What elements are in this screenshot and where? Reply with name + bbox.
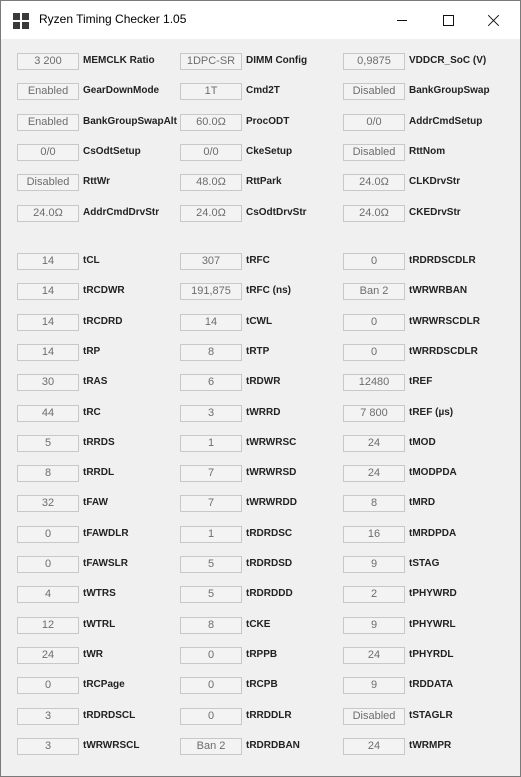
timing-value-field[interactable]: 0/0 <box>343 114 405 131</box>
timing-value-field[interactable]: 0 <box>17 526 79 543</box>
timing-value-field[interactable]: 7 800 <box>343 405 405 422</box>
timing-value-field[interactable]: 6 <box>180 374 242 391</box>
timing-value-field[interactable]: Ban 2 <box>180 738 242 755</box>
timing-value-field[interactable]: Disabled <box>343 708 405 725</box>
timing-label: RttWr <box>83 176 111 187</box>
config-row <box>7 142 514 164</box>
config-row <box>7 81 514 103</box>
timing-label: MEMCLK Ratio <box>83 55 155 66</box>
timing-value-field[interactable]: 1T <box>180 83 242 100</box>
timing-value-field[interactable]: 9 <box>343 556 405 573</box>
timing-label: tRPPB <box>246 649 278 660</box>
timing-label: tRRDS <box>83 437 115 448</box>
timing-row <box>7 736 514 758</box>
timing-label: tPHYWRL <box>409 619 456 630</box>
timing-label: VDDCR_SoC (V) <box>409 55 487 66</box>
timing-row <box>7 584 514 606</box>
app-grid-icon <box>13 13 29 29</box>
timing-label: RttNom <box>409 146 446 157</box>
timing-label: tPHYWRD <box>409 588 457 599</box>
timing-label: tMOD <box>409 437 436 448</box>
timing-label: tWRRDSCDLR <box>409 346 478 357</box>
timing-label: tWTRL <box>83 619 116 630</box>
timing-label: tWRWRSC <box>246 437 297 448</box>
timing-value-field[interactable]: 0 <box>180 677 242 694</box>
timing-value-field[interactable]: 14 <box>17 253 79 270</box>
timings-panel <box>7 39 514 770</box>
timing-value-field[interactable]: 0 <box>17 677 79 694</box>
timing-label: BankGroupSwapAlt <box>83 116 177 127</box>
timing-value-field[interactable]: 3 <box>180 405 242 422</box>
timing-row <box>7 312 514 334</box>
timing-value-field[interactable]: 191,875 <box>180 283 242 300</box>
timing-value-field[interactable]: 0 <box>343 253 405 270</box>
config-row <box>7 112 514 134</box>
timing-row <box>7 554 514 576</box>
timing-label: tFAW <box>83 497 108 508</box>
timing-value-field[interactable]: 307 <box>180 253 242 270</box>
timing-value-field[interactable]: 60.0Ω <box>180 114 242 131</box>
timing-value-field[interactable]: Ban 2 <box>343 283 405 300</box>
timing-label: BankGroupSwap <box>409 85 490 96</box>
timing-value-field[interactable]: 24 <box>343 647 405 664</box>
timing-row <box>7 706 514 728</box>
timing-value-field[interactable]: 1DPC-SR <box>180 53 242 70</box>
timing-label: tWR <box>83 649 103 660</box>
timing-label: tSTAGLR <box>409 710 453 721</box>
maximize-icon <box>443 15 454 26</box>
timing-label: CKEDrvStr <box>409 207 461 218</box>
timing-value-field[interactable]: 0 <box>180 708 242 725</box>
timing-value-field[interactable]: 3 200 <box>17 53 79 70</box>
config-row <box>7 51 514 73</box>
timing-label: tRDRDSD <box>246 558 293 569</box>
timing-value-field[interactable]: 0 <box>343 314 405 331</box>
timing-label: tWRWRBAN <box>409 285 468 296</box>
timing-label: GearDownMode <box>83 85 160 96</box>
timing-value-field[interactable]: 32 <box>17 495 79 512</box>
timing-label: DIMM Config <box>246 55 308 66</box>
timing-value-field[interactable]: 24 <box>343 435 405 452</box>
timing-value-field[interactable]: 12 <box>17 617 79 634</box>
timing-row <box>7 342 514 364</box>
timing-value-field[interactable]: 4 <box>17 586 79 603</box>
timing-label: CkeSetup <box>246 146 293 157</box>
timing-value-field[interactable]: 9 <box>343 617 405 634</box>
timing-label: tRDRDDD <box>246 588 293 599</box>
maximize-button[interactable] <box>425 1 471 39</box>
timing-label: tPHYRDL <box>409 649 454 660</box>
timing-label: AddrCmdDrvStr <box>83 207 160 218</box>
timing-value-field[interactable]: 7 <box>180 495 242 512</box>
timing-value-field[interactable]: 16 <box>343 526 405 543</box>
timing-label: tRRDL <box>83 467 115 478</box>
timing-label: CsOdtSetup <box>83 146 141 157</box>
timing-value-field[interactable]: 14 <box>180 314 242 331</box>
timing-value-field[interactable]: 44 <box>17 405 79 422</box>
timing-label: tWRRD <box>246 407 281 418</box>
timing-value-field[interactable]: 24 <box>17 647 79 664</box>
timing-value-field[interactable]: 30 <box>17 374 79 391</box>
timing-row <box>7 372 514 394</box>
minimize-icon <box>397 20 407 21</box>
timing-value-field[interactable]: 24.0Ω <box>343 174 405 191</box>
timing-value-field[interactable]: 8 <box>17 465 79 482</box>
timing-label: AddrCmdSetup <box>409 116 483 127</box>
timing-label: CsOdtDrvStr <box>246 207 307 218</box>
timing-value-field[interactable]: Enabled <box>17 114 79 131</box>
timing-label: tCL <box>83 255 100 266</box>
timing-value-field[interactable]: 8 <box>180 617 242 634</box>
timing-label: tRP <box>83 346 101 357</box>
config-row <box>7 203 514 225</box>
timing-value-field[interactable]: 5 <box>17 435 79 452</box>
timing-value-field[interactable]: 14 <box>17 314 79 331</box>
timing-value-field[interactable]: 1 <box>180 435 242 452</box>
timing-label: ProcODT <box>246 116 290 127</box>
timing-value-field[interactable]: 0/0 <box>180 144 242 161</box>
timing-value-field[interactable]: 12480 <box>343 374 405 391</box>
timing-value-field[interactable]: 8 <box>180 344 242 361</box>
timing-row <box>7 463 514 485</box>
config-row <box>7 172 514 194</box>
timing-value-field[interactable]: 7 <box>180 465 242 482</box>
timing-label: tWRMPR <box>409 740 452 751</box>
timing-value-field[interactable]: 0 <box>180 647 242 664</box>
timing-label: tWTRS <box>83 588 116 599</box>
timing-label: tRFC (ns) <box>246 285 291 296</box>
timing-label: tREF (µs) <box>409 407 454 418</box>
timing-value-field[interactable]: 14 <box>17 344 79 361</box>
timing-label: tCKE <box>246 619 271 630</box>
timing-label: tRDDATA <box>409 679 454 690</box>
timing-value-field[interactable]: Disabled <box>343 144 405 161</box>
timing-label: CLKDrvStr <box>409 176 461 187</box>
timing-label: tRAS <box>83 376 108 387</box>
timing-value-field[interactable]: 5 <box>180 556 242 573</box>
timing-label: tRDRDSCDLR <box>409 255 476 266</box>
timing-row <box>7 493 514 515</box>
timing-label: tWRWRSCL <box>83 740 140 751</box>
timing-value-field[interactable]: Disabled <box>17 174 79 191</box>
timing-value-field[interactable]: 0 <box>17 556 79 573</box>
timing-value-field[interactable]: 5 <box>180 586 242 603</box>
timing-value-field[interactable]: 48.0Ω <box>180 174 242 191</box>
minimize-button[interactable] <box>379 1 425 39</box>
timing-value-field[interactable]: 24 <box>343 465 405 482</box>
timing-value-field[interactable]: Disabled <box>343 83 405 100</box>
timing-row <box>7 251 514 273</box>
timing-label: tRCPage <box>83 679 125 690</box>
timing-label: tMODPDA <box>409 467 457 478</box>
timing-label: tRCDWR <box>83 285 125 296</box>
timing-value-field[interactable]: 8 <box>343 495 405 512</box>
timing-label: tRCDRD <box>83 316 123 327</box>
timing-value-field[interactable]: 1 <box>180 526 242 543</box>
timing-value-field[interactable]: 24.0Ω <box>343 205 405 222</box>
timing-row <box>7 675 514 697</box>
timing-label: tSTAG <box>409 558 440 569</box>
timing-label: tRDWR <box>246 376 281 387</box>
timing-value-field[interactable]: 3 <box>17 738 79 755</box>
timing-label: tFAWDLR <box>83 528 129 539</box>
timing-label: Cmd2T <box>246 85 280 96</box>
timing-label: tRTP <box>246 346 270 357</box>
close-button[interactable] <box>471 1 517 39</box>
timing-label: tMRDPDA <box>409 528 457 539</box>
timing-value-field[interactable]: 14 <box>17 283 79 300</box>
timing-value-field[interactable]: 0/0 <box>17 144 79 161</box>
timing-value-field[interactable]: 0 <box>343 344 405 361</box>
timing-label: RttPark <box>246 176 282 187</box>
window-title: Ryzen Timing Checker 1.05 <box>39 12 187 26</box>
title-bar[interactable] <box>1 1 520 39</box>
timing-label: tRC <box>83 407 101 418</box>
timing-label: tREF <box>409 376 433 387</box>
timing-value-field[interactable]: 24 <box>343 738 405 755</box>
close-icon <box>488 14 500 26</box>
timing-row <box>7 281 514 303</box>
timing-label: tRCPB <box>246 679 278 690</box>
timing-value-field[interactable]: Enabled <box>17 83 79 100</box>
timing-label: tRDRDBAN <box>246 740 300 751</box>
timing-label: tWRWRDD <box>246 497 297 508</box>
timing-label: tFAWSLR <box>83 558 128 569</box>
timing-value-field[interactable]: 3 <box>17 708 79 725</box>
timing-row <box>7 403 514 425</box>
timing-label: tWRWRSD <box>246 467 297 478</box>
timing-row <box>7 645 514 667</box>
timing-row <box>7 433 514 455</box>
timing-label: tCWL <box>246 316 273 327</box>
timing-value-field[interactable]: 9 <box>343 677 405 694</box>
timing-row <box>7 615 514 637</box>
timing-value-field[interactable]: 24.0Ω <box>17 205 79 222</box>
timing-value-field[interactable]: 2 <box>343 586 405 603</box>
timing-value-field[interactable]: 0,9875 <box>343 53 405 70</box>
timing-label: tRFC <box>246 255 270 266</box>
timing-value-field[interactable]: 24.0Ω <box>180 205 242 222</box>
timing-label: tMRD <box>409 497 436 508</box>
timing-label: tRDRDSC <box>246 528 293 539</box>
timing-label: tRDRDSCL <box>83 710 136 721</box>
timing-row <box>7 524 514 546</box>
timing-label: tWRWRSCDLR <box>409 316 480 327</box>
timing-label: tRRDDLR <box>246 710 292 721</box>
